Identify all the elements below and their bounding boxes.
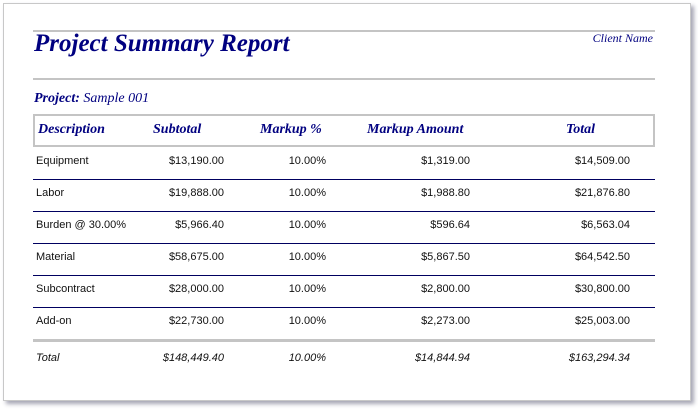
table-header [33,114,655,147]
cell-total: $64,542.50 [574,251,630,263]
totals-row [33,344,655,376]
cell-markup-amount: $1,988.80 [421,187,470,199]
cell-description: Equipment [36,155,89,167]
cell-markup-pct: 10.00% [288,315,326,327]
project-label: Project: [34,91,80,106]
header-markup-amount: Markup Amount [367,122,464,137]
title-rule [33,78,655,80]
cell-markup-pct: 10.00% [288,283,326,295]
cell-subtotal: $22,730.00 [168,315,224,327]
total-markup-pct: 10.00% [288,352,326,364]
total-subtotal: $148,449.40 [162,352,224,364]
cell-markup-amount: $5,867.50 [421,251,470,263]
header-total: Total [566,122,596,137]
project-value: Sample 001 [83,91,150,106]
cell-description: Labor [36,187,65,199]
cell-markup-amount: $1,319.00 [421,155,470,167]
cell-markup-amount: $596.64 [430,219,470,231]
cell-markup-pct: 10.00% [288,187,326,199]
cell-total: $25,003.00 [574,315,630,327]
cell-total: $30,800.00 [574,283,630,295]
cell-total: $14,509.00 [574,155,630,167]
client-name: Client Name [592,31,653,45]
header-description: Description [38,122,105,137]
cell-markup-pct: 10.00% [288,155,326,167]
header-subtotal: Subtotal [153,122,202,137]
cell-subtotal: $13,190.00 [168,155,224,167]
cell-markup-pct: 10.00% [288,251,326,263]
cell-description: Material [36,251,76,263]
cell-total: $21,876.80 [574,187,630,199]
cell-markup-amount: $2,273.00 [421,315,470,327]
report-title: Project Summary Report [34,30,290,57]
cell-subtotal: $5,966.40 [175,219,224,231]
cell-subtotal: $28,000.00 [168,283,224,295]
cell-markup-pct: 10.00% [288,219,326,231]
cell-description: Subcontract [36,283,95,295]
cell-subtotal: $58,675.00 [168,251,224,263]
cell-description: Add-on [36,315,72,327]
table-row [33,307,655,340]
table-row [33,147,655,180]
header-markup-pct: Markup % [260,122,322,137]
table-row [33,275,655,308]
project-line [34,91,149,107]
table-row [33,243,655,276]
cell-total: $6,563.04 [581,219,630,231]
table-row [33,179,655,212]
table-row [33,211,655,244]
total-label: Total [36,352,60,364]
total-total: $163,294.34 [568,352,630,364]
cell-description: Burden @ 30.00% [36,219,127,231]
total-markup-amount: $14,844.94 [414,352,470,364]
totals-rule [33,339,655,342]
cell-markup-amount: $2,800.00 [421,283,470,295]
cell-subtotal: $19,888.00 [168,187,224,199]
